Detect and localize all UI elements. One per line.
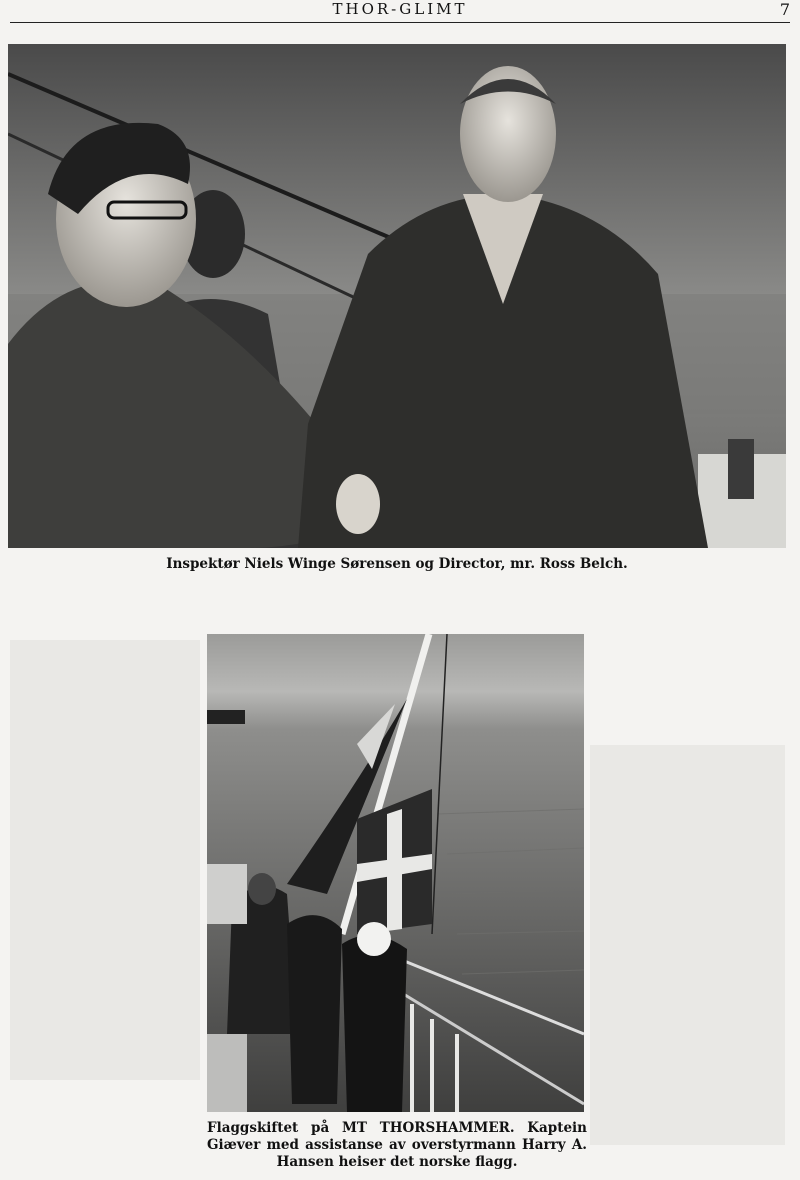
- page-number: 7: [779, 0, 790, 19]
- flag-change-photo: [207, 634, 584, 1112]
- running-title: THOR-GLIMT: [332, 0, 468, 18]
- flag-change-photo-image: [207, 634, 584, 1112]
- handshake-photo: [8, 44, 786, 548]
- flag-change-caption: Flaggskiftet på MT THORSHAMMER. Kaptein Giæver med assistanse av overstyrmann Harry A. Hansen heiser det norske flagg.: [207, 1120, 587, 1170]
- handshake-photo-image: [8, 44, 786, 548]
- bleed-through-right: [590, 745, 785, 1145]
- page-header: [10, 0, 790, 23]
- handshake-caption: Inspektør Niels Winge Sørensen og Director, mr. Ross Belch.: [166, 556, 628, 572]
- bleed-through-left: [10, 640, 200, 1080]
